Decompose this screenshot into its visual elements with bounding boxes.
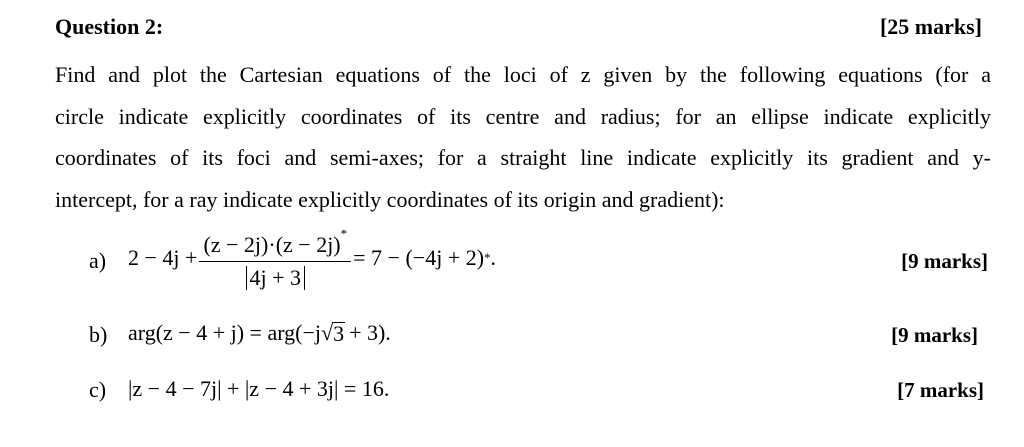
part-a-conjugate-mark: * bbox=[340, 225, 348, 241]
part-b-label: b) bbox=[89, 322, 108, 347]
instructions-line-4: intercept, for a ray indicate explicitly coordinates of its origin and gradient): bbox=[55, 186, 725, 212]
question-instructions bbox=[55, 54, 991, 220]
part-b-lhs: arg(z − 4 + j) = arg(−j bbox=[128, 320, 321, 345]
part-b-radicand: 3 bbox=[333, 320, 345, 346]
question-marks: [25 marks] bbox=[879, 14, 982, 39]
part-b-rhs: + 3). bbox=[349, 320, 391, 345]
sqrt-icon: √ bbox=[320, 320, 334, 345]
part-a-marks: [9 marks] bbox=[901, 249, 988, 273]
part-a-label: a) bbox=[89, 248, 107, 273]
instructions-line-1: Find and plot the Cartesian equations of the loci of z given by the following equations (for a bbox=[55, 62, 991, 87]
part-c-equation: |z − 4 − 7j| + |z − 4 + 3j| = 16. bbox=[128, 376, 390, 401]
part-b-equation bbox=[128, 320, 391, 346]
part-c-label: c) bbox=[89, 377, 107, 402]
part-a-end: . bbox=[490, 245, 497, 270]
part-a-denominator-text: 4j + 3 bbox=[246, 266, 306, 290]
part-c-marks: [7 marks] bbox=[897, 378, 984, 402]
part-a-rhs-conjugate-mark: * bbox=[484, 250, 491, 265]
part-b-marks: [9 marks] bbox=[891, 323, 978, 347]
part-a-rhs: = 7 − (−4j + 2) bbox=[353, 245, 485, 270]
instructions-line-2: circle indicate explicitly coordinates of its centre and radius; for an ellipse indicate explicitly bbox=[55, 103, 991, 129]
question-title: Question 2: bbox=[55, 14, 164, 39]
instructions-line-3: coordinates of its foci and semi-axes; for a straight line indicate explicitly its gradient and y- bbox=[55, 145, 991, 170]
part-a-denominator bbox=[242, 262, 310, 291]
part-a-numerator bbox=[199, 226, 351, 262]
part-a-equation bbox=[128, 226, 496, 290]
part-a-lhs-prefix: 2 − 4j + bbox=[128, 245, 198, 270]
part-a-fraction bbox=[199, 226, 351, 291]
part-a-numerator-text: (z − 2j)·(z − 2j) bbox=[203, 231, 341, 257]
